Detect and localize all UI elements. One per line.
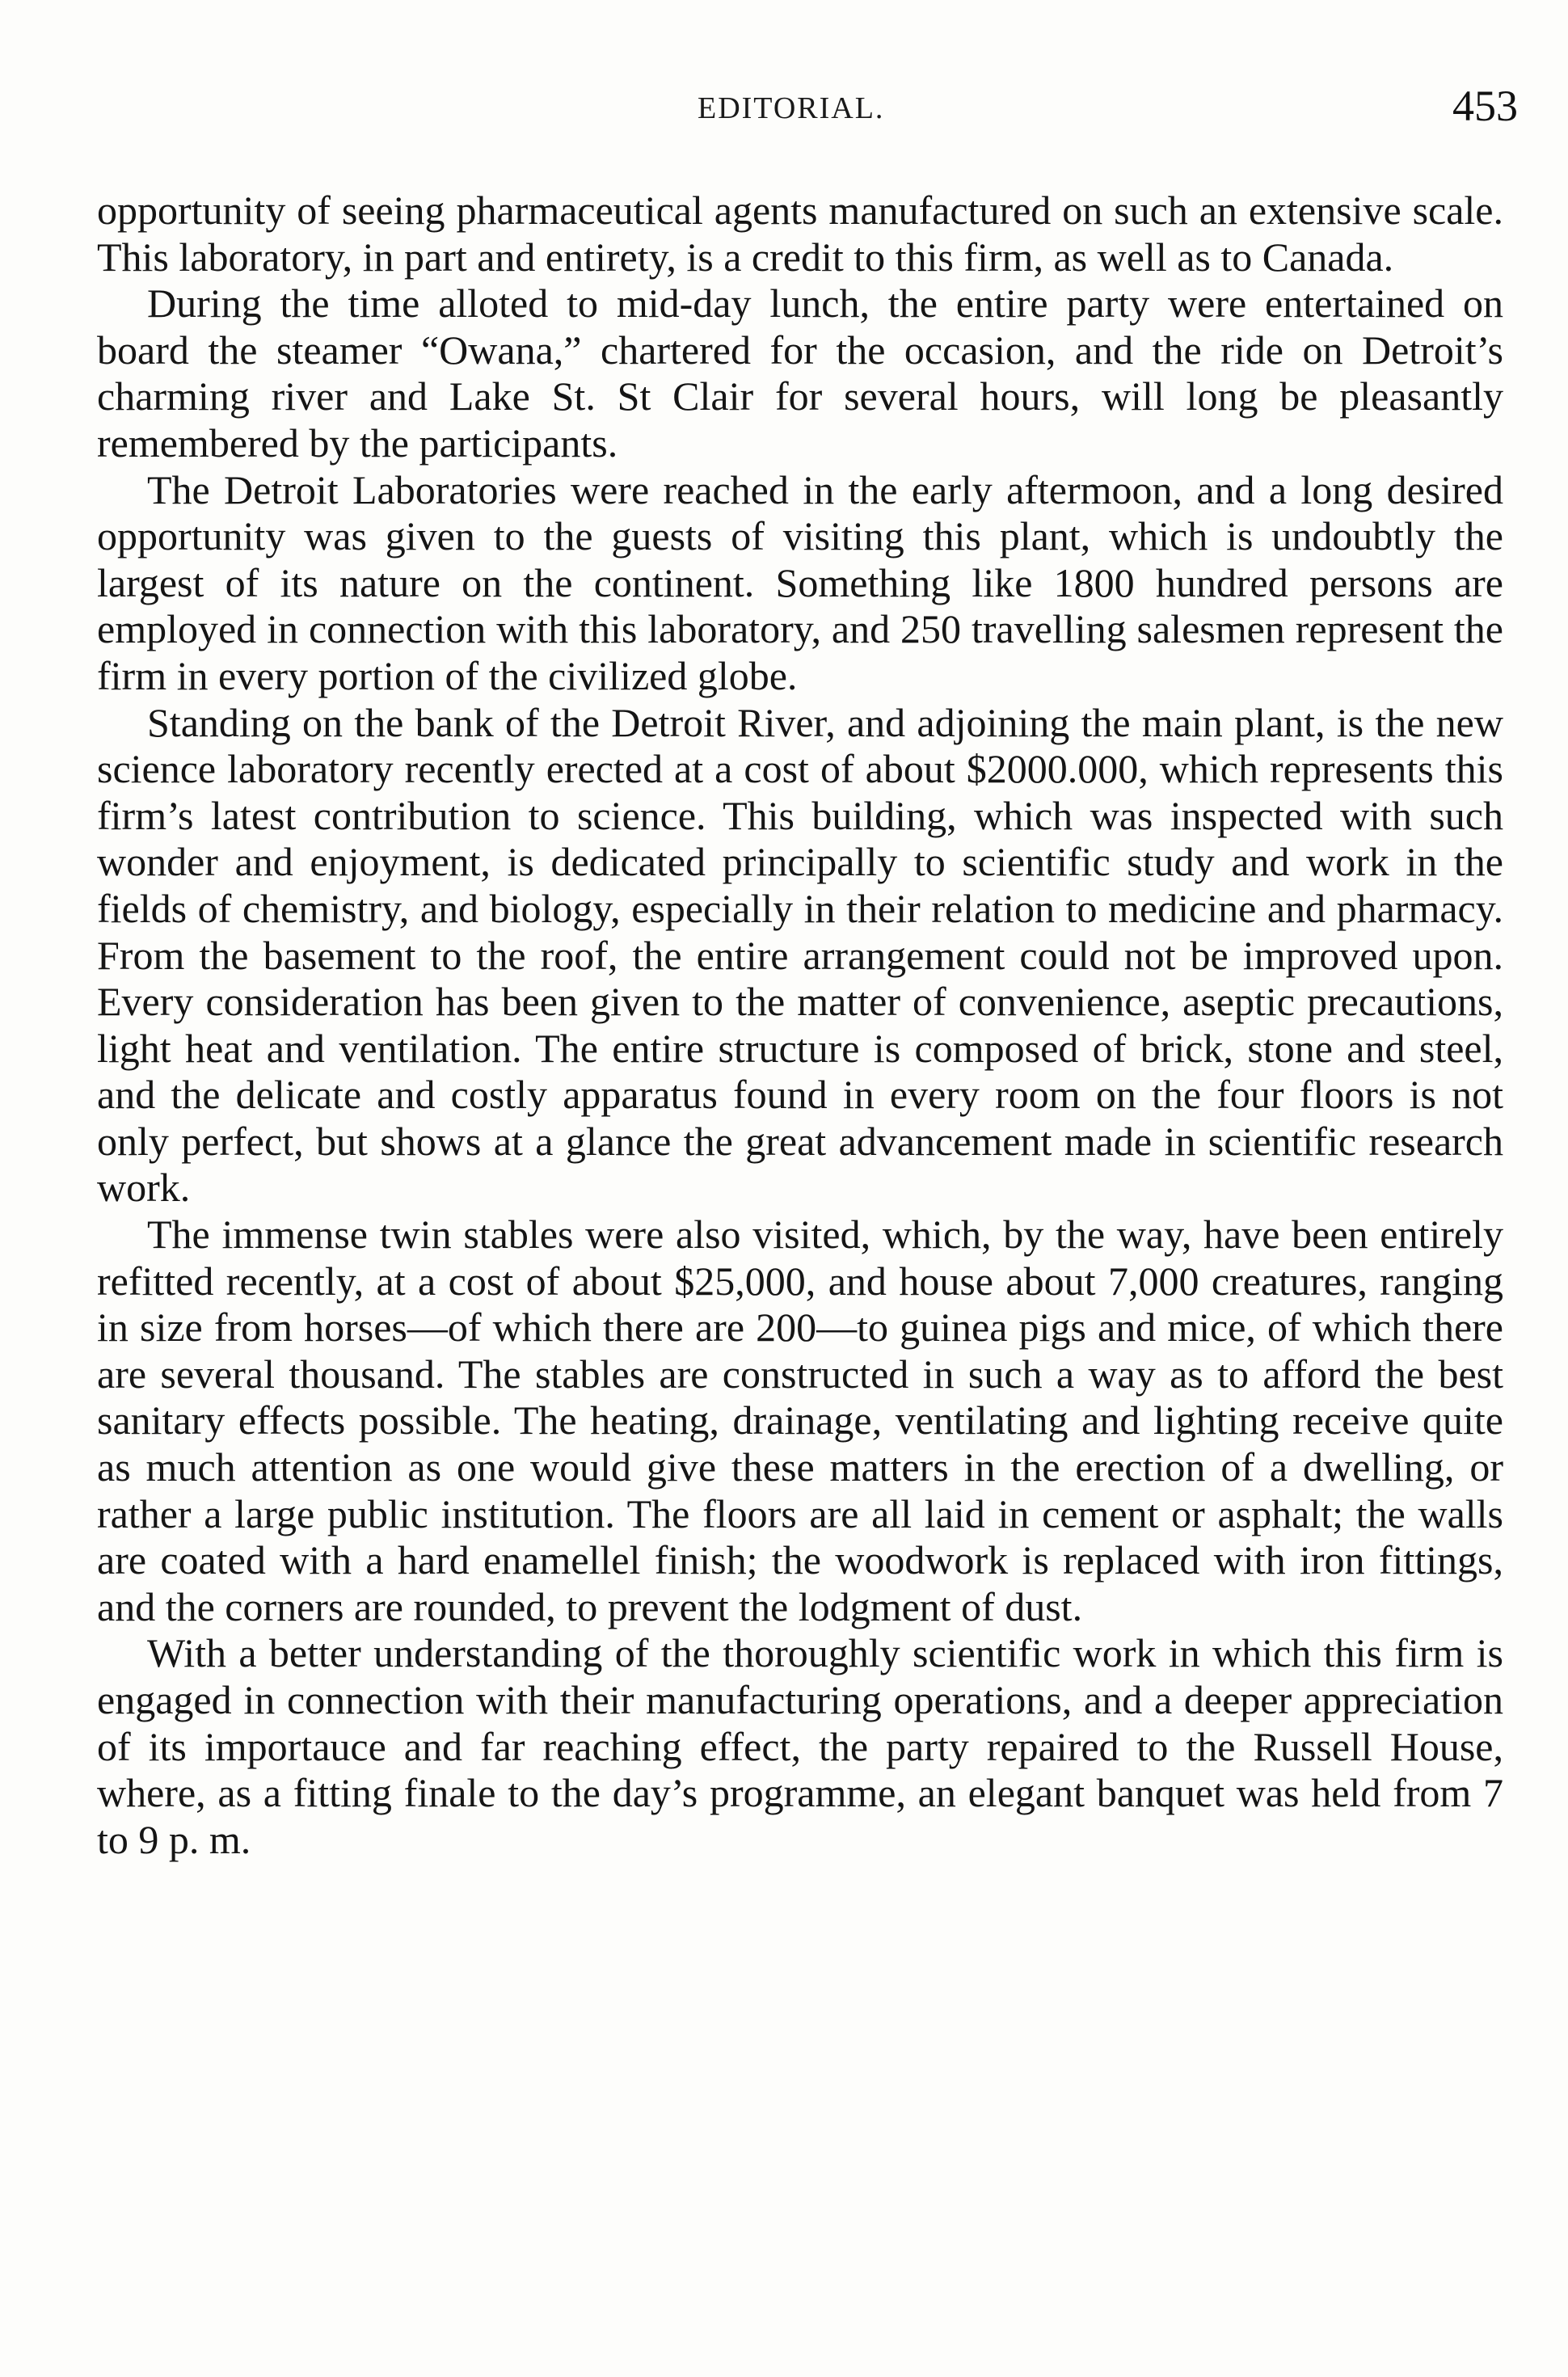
paragraph: During the time alloted to mid-day lunch, the entire party were entertained on board the steamer “Owana,” chartered for the occasion, and the ride on Detroit’s charming river and Lake St. St Clair for several hours, will long be pleasantly remembered by the participants.	[97, 280, 1503, 466]
article-body	[97, 188, 1503, 1863]
paragraph: Standing on the bank of the Detroit River, and adjoining the main plant, is the new science laboratory recently erected at a cost of about $2000.000, which represents this firm’s latest contribution to science. This building, which was inspected with such wonder and enjoyment, is dedicated principally to scientific study and work in the fields of chemistry, and biology, especially in their relation to medicine and pharmacy. From the basement to the roof, the entire arrangement could not be improved upon. Every consideration has been given to the matter of convenience, aseptic precautions, light heat and ventilation. The entire structure is composed of brick, stone and steel, and the delicate and costly apparatus found in every room on the four floors is not only perfect, but shows at a glance the great advancement made in scientific research work.	[97, 699, 1503, 1211]
page-number: 453	[1452, 82, 1518, 130]
paragraph: opportunity of seeing pharmaceutical agents manufactured on such an extensive scale. This laboratory, in part and entirety, is a credit to this firm, as well as to Canada.	[97, 188, 1503, 280]
running-title: EDITORIAL.	[698, 91, 885, 125]
paragraph: The Detroit Laboratories were reached in the early aftermoon, and a long desired opportunity was given to the guests of visiting this plant, which is undoubtly the largest of its nature on the continent. Something like 1800 hundred persons are employed in connection with this laboratory, and 250 travelling salesmen represent the firm in every portion of the civilized globe.	[97, 466, 1503, 698]
running-header	[0, 82, 1568, 144]
paragraph: With a better understanding of the thoroughly scientific work in which this firm is engaged in connection with their manufacturing operations, and a deeper appreciation of its importauce and far reaching effect, the party repaired to the Russell House, where, as a fitting finale to the day’s programme, an elegant banquet was held from 7 to 9 p. m.	[97, 1630, 1503, 1862]
paragraph: The immense twin stables were also visited, which, by the way, have been entirely refitted recently, at a cost of about $25,000, and house about 7,000 creatures, ranging in size from horses—of which there are 200—to guinea pigs and mice, of which there are several thousand. The stables are constructed in such a way as to afford the best sanitary effects possible. The heating, drainage, ventilating and lighting receive quite as much attention as one would give these matters in the erection of a dwelling, or rather a large public institution. The floors are all laid in cement or asphalt; the walls are coated with a hard enamellel finish; the woodwork is replaced with iron fittings, and the corners are rounded, to prevent the lodgment of dust.	[97, 1212, 1503, 1629]
